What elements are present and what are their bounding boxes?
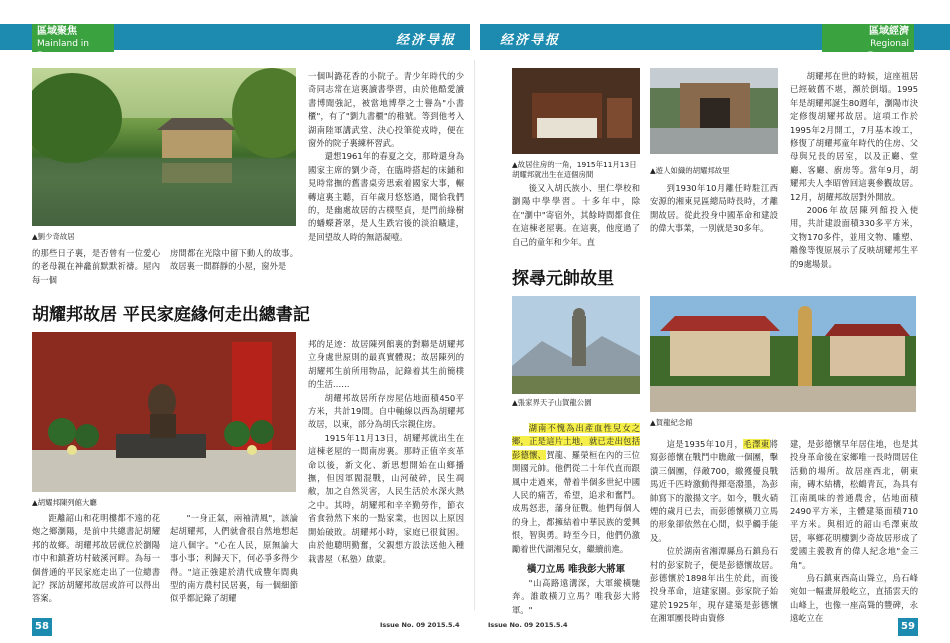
article1-col-mid	[170, 247, 298, 274]
right-col2	[650, 182, 778, 236]
right-logo: 经济导报	[500, 33, 561, 48]
he-long-memorial-photo	[650, 296, 916, 412]
article2-text-2: "一身正氣，兩袖清風"，該論起胡耀邦，人們就會很自然地想起這八個字。"心在人民，原無論大事小事；利歸天下，何必爭多得少得。"這正強建於清代成豐年間典型的南方農村民居裏，每一個細節似乎都記錄了胡耀	[170, 513, 298, 604]
article3-text-2c: 位於湖南省湘潭縣烏石鎮烏石村的彭家院子，便是彭德懷故居。彭德懷於1898年出生於此，而後投身革命，這建家園。彭家院子始建於1925年，現存建築是彭德懷在湘軍團長時由資修	[650, 546, 778, 624]
left-section-tag	[32, 24, 114, 61]
article2-col1	[32, 512, 160, 606]
photo6-caption: ▲賀龍紀念館	[650, 418, 693, 427]
article3-poem: "山高路遠溝深，大軍縱橫馳奔。誰敢橫刀立馬？唯我彭大將軍。"	[512, 578, 640, 615]
article1-col-left	[32, 247, 160, 287]
article1-text-a: 的那些日子裏，是否曾有一位愛心的老母親在神龕前默默祈禱。屋內每一個	[32, 248, 160, 285]
right-col1	[512, 182, 640, 249]
photo5-caption: ▲張家界天子山賀龍公園	[512, 398, 592, 407]
article3-text-3a: 建，是彭德懷早年居住地，也是其投身革命後在家鄉唯一長時間居住活動的場所。故居座西北，朝東南，磚木結構，松鶴青瓦，為具有江南風味的普通農舍，佔地面積2490平方米，主體建築面積710平方米。與相近的韶山毛澤東故居，寧鄉花明樓劉少奇故居形成了愛國主義教育的偉人紀念地"金三角"。	[790, 439, 918, 570]
hu-residence-room-photo	[512, 68, 640, 154]
right-text-3b: 2006年故居陳列館投入使用，共計建設面積330多平方米，文物170多件，並用文物、雕塑、雕像等復原展示了反映胡耀邦生平的9處場景。	[790, 205, 918, 269]
page-gutter	[474, 60, 475, 610]
right-tag-en: Regional Economy	[867, 39, 909, 61]
article2-col2	[170, 512, 298, 606]
left-page-number: 58	[32, 618, 52, 636]
article3-text-2b: 將寫彭德懷在戰鬥中瞧敵一個團，擊潰三個團，俘敵700，繳獲優良戰馬近千匹時激動得揮毫潑墨，為彭帥寫下的激揚文字。如今，戰火硝煙的歲月已去，而彭德懷橫刀立馬的形象卻依然在心間，似乎觸手能及。	[650, 439, 778, 543]
room-illustration	[512, 68, 640, 154]
left-tag-cn: 區域聚焦	[37, 26, 77, 37]
article3-title: 探尋元帥故里	[512, 269, 614, 289]
article3-text-3b: 烏石鎮東西高山聳立，烏石峰宛如一幅畫屏般屹立，直插雲天的山峰上，也像一座高聳的豐碑，永遠屹立在	[790, 573, 918, 624]
right-section-tag	[822, 24, 914, 61]
left-issue-label: Issue No. 09 2015.5.4	[380, 621, 460, 629]
article3-text-1: 賀龍、羅榮桓在內的三位開國元帥。他們從二十年代直而跟風中走過來，帶着半個多世紀中國人民的痛苦，希望，追求和奮鬥。成馬怒悲，藩身征戰。他們每個人的身上，都擁結着中華民族的愛興恨，智與勇。時至今日，他們仍激勵着世代湖湘兒女，繼續前進。	[512, 449, 640, 554]
article3-col3	[790, 438, 918, 626]
hall-illustration	[32, 332, 296, 492]
memorial-illustration	[650, 296, 916, 412]
right-tag-cn: 區域經濟	[869, 26, 909, 37]
article2-text-3a: 邦的足迹：故居陳列館裏的對聯是胡耀邦立身處世原則的最真實體現；故居陳列的胡耀邦生前所用物品，記錄着其生前簡樸的生活……	[308, 339, 464, 390]
photo4-caption: ▲遊人如織的胡耀邦故里	[650, 166, 730, 175]
article3-col1	[512, 422, 640, 617]
article2-text-3c: 1915年11月13日，胡耀邦就出生在這棟老屋的一間南房裏。那時正值辛亥革命以後，新文化、新思想開始在山鄉播撫，但因軍閥混戰，山河破碎，民生凋敝，加之自然災害，人民生活於水深火熱之中。其時，胡耀邦和辛辛勤勞作，節衣省食勃然下來的一點家業，也因以上原因開始破敗。胡耀邦小時，家庭已很貧困。由於他聰明勤奮，父親想方設法送他入種栽書屋（私塾）啟蒙。	[308, 432, 464, 564]
article2-col3	[308, 338, 464, 566]
article1-text-b: 房間都在光陰中留下動人的故事。故居裏一間群靜的小屋，窗外是	[170, 248, 298, 272]
he-long-park-photo	[512, 296, 640, 394]
article1-text-c: 一個叫潞花香的小院子。青少年時代的少奇同志常在這裏讀書學習，由於他酷愛讀書博聞強記，被當地博學之士譽為"小書櫃"，有了"劉九書櫃"的稚號。等到他考入湖南陸軍講武堂、決心投筆從戎時，便在窗外的院子裏練杯習武。	[308, 71, 464, 149]
photo1-caption: ▲劉少奇故居	[32, 232, 75, 241]
right-text-3a: 胡耀邦在世的時候，這座祖居已經破舊不堪，瀕於倒塌。1995年是胡耀邦誕生80週年，瀏陽市決定修復胡耀邦故居。這項工作於1995年2月開工，7月基本竣工，修復了胡耀邦童年時代的住房、父母與兄長的居室，以及正廳、堂廳、客廳、廚房等。當年9月，胡耀邦夫人李昭曾回這裏參觀故居。12月，胡耀邦故居對外開放。	[790, 71, 918, 202]
lake-scene-illustration	[32, 68, 296, 226]
hu-yaobang-hall-photo	[32, 332, 296, 492]
article3-text-2a: 這是1935年10月，	[666, 439, 744, 449]
article2-text-1: 距離韶山和花明樓都不遠的花炮之鄉瀏陽，是前中共總書記胡耀邦的故鄉。胡耀邦故居就位於瀏陽市中和鎮蒼坊村破溪河畔。為每一個普通的平民家庭走出了一位總書記？探訪胡耀邦故居或許可以得出答案。	[32, 513, 160, 604]
article2-title: 胡耀邦故居 平民家庭緣何走出總書記	[32, 305, 310, 325]
article3-col2	[650, 438, 778, 626]
gate-illustration	[650, 68, 778, 154]
highlighted-name: 毛澤東	[743, 439, 770, 449]
photo3-caption: ▲故居住房的一角，1915年11月13日胡耀邦就出生在這個房間	[512, 160, 637, 179]
right-col3	[790, 70, 918, 271]
statue-park-illustration	[512, 296, 640, 394]
article1-text-d: 還想1961年的春夏之交，那時還身為國家主席的劉少奇，在臨時搭起的床鋪和見時常撫的舊書桌旁思索着國家大事，輾轉這裏主聽，百年歲月悠悠過，聞恰我們的，是幽處故居的古樸堅貞，是門前綠樹的蟠蠑蒼翠，是人生跌宕後的淡泊曠達，是回望故人時的無語凝噎。	[308, 151, 464, 242]
hu-village-gate-photo	[650, 68, 778, 154]
article2-text-3b: 胡耀邦故居所存房屋佔地面積450平方米，共計19間。自中軸線以西為胡耀邦故居，以東，部分為胡氏宗親住房。	[308, 392, 464, 430]
right-text-2: 到1930年10月離任時駐江西安源的湘東見區總局時長時，才離開故居。從此投身中國革命和建設的偉大事業，一別就是30多年。	[650, 183, 778, 234]
photo2-caption: ▲胡耀邦陳列館大廳	[32, 498, 97, 507]
left-logo: 经济导报	[396, 33, 457, 48]
liu-shaoqi-residence-photo	[32, 68, 296, 226]
right-page-number: 59	[898, 618, 918, 636]
article3-subtitle: 橫刀立馬 唯我彭大將軍	[526, 564, 626, 576]
right-text-1: 後又入胡氏族小、里仁學校和瀏陽中學學習。十多年中，除在"瀏中"寄宿外，其餘時間都食住在這棟老屋裏。在這裏，他度過了自己的童年和少年。直	[512, 183, 640, 247]
article1-col-right	[308, 70, 464, 244]
right-issue-label: Issue No. 09 2015.5.4	[488, 621, 568, 629]
left-tag-en: Mainland in Focus	[37, 39, 89, 61]
highlighted-text: 湖南不愧為出產血性兒女之鄉，正是這片土地，就已走出包括彭德懷、	[512, 423, 640, 460]
